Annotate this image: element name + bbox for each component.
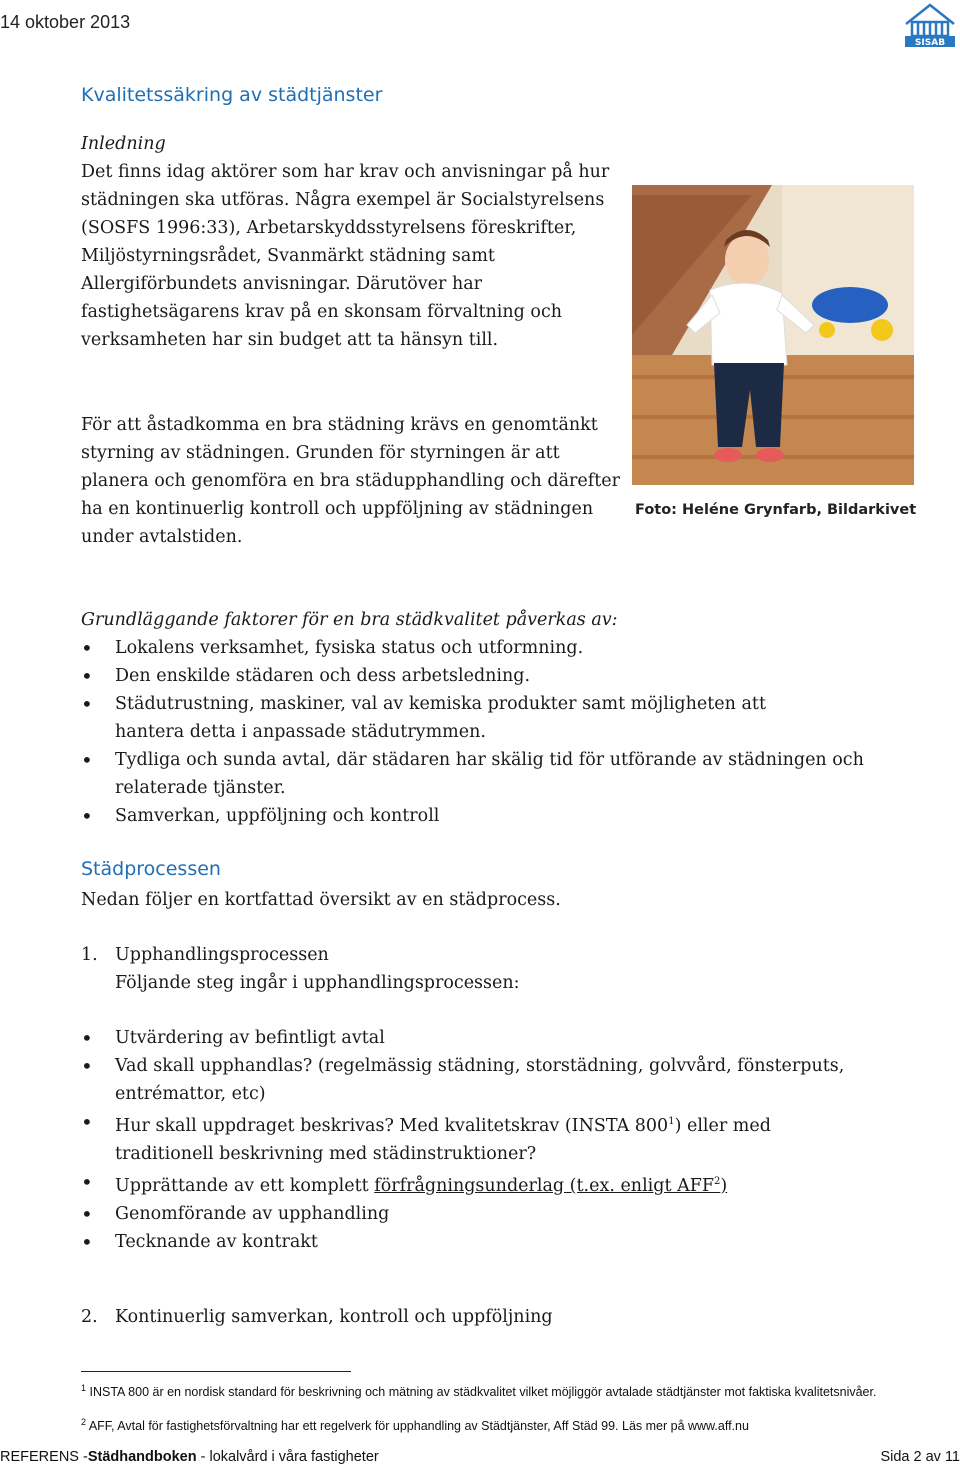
list-item: • Samverkan, uppföljning och kontroll	[81, 802, 941, 830]
process-heading: Städprocessen	[81, 858, 221, 880]
item-text-rest: ) eller med traditionell beskrivning med städinstruktioner?	[115, 1115, 771, 1164]
list-item	[81, 1168, 941, 1200]
footnote-ref-1[interactable]: 1	[668, 1116, 675, 1127]
step2-number: 2.	[81, 1307, 98, 1327]
intro-section	[81, 130, 621, 354]
list-item: • Lokalens verksamhet, fysiska status och utformning.	[81, 634, 941, 662]
list-item: • Städutrustning, maskiner, val av kemiska produkter samt möjligheten att hantera detta i anpassade städutrymmen.	[81, 690, 835, 746]
list-item: • Genomförande av upphandling	[81, 1200, 941, 1228]
factors-heading: Grundläggande faktorer för en bra städkvalitet påverkas av:	[81, 610, 618, 630]
factors-section	[81, 606, 941, 830]
footer-reference: REFERENS -Städhandboken - lokalvård i våra fastigheter	[0, 1449, 379, 1465]
list-item: • Vad skall upphandlas? (regelmässig städning, storstädning, golvvård, fönsterputs, entrémattor, etc)	[81, 1052, 915, 1108]
sisab-logo	[902, 2, 958, 48]
link-forfragningsunderlag[interactable]: förfrågningsunderlag (t.ex. enligt AFF$^2$)	[374, 1175, 728, 1196]
step1-subtitle: Följande steg ingår i upphandlingsprocessen:	[115, 973, 520, 993]
list-item: • Utvärdering av befintligt avtal	[81, 1024, 941, 1052]
item-text: Hur skall uppdraget beskrivas? Med kvalitetskrav (INSTA 800	[115, 1115, 669, 1136]
header-date: 14 oktober 2013	[0, 12, 131, 32]
footnote-2: $^2$ AFF, Avtal för fastighetsförvaltning har ett regelverk för upphandling av Städtjänster, Aff Städ 99. Läs mer på www.aff.nu	[81, 1417, 749, 1434]
footnote-1: $^1$ INSTA 800 är en nordisk standard för beskrivning och mätning av städkvalitet vilket möjliggör avtalade städtjänster mot faktiska kvalitetsnivåer.	[81, 1383, 877, 1400]
child-photo	[632, 185, 914, 485]
intro-heading: Inledning	[81, 134, 166, 154]
process-intro: Nedan följer en kortfattad översikt av en städprocess.	[81, 890, 561, 910]
step1-title: Upphandlingsprocessen	[115, 945, 329, 965]
intro-paragraph-1: Det finns idag aktörer som har krav och anvisningar på hur städningen ska utföras. Några exempel är Socialstyrelsens (SOSFS 1996:33), Arbetarskyddsstyrelsens föreskrifter, Miljöstyrningsrådet, Svanmärkt städning samt Allergiförbundets anvisningar. Därutöver har fastighetsägarens krav på en skonsam förvaltning och verksamheten har sin budget att ta hänsyn till.	[81, 162, 610, 350]
list-item	[81, 1108, 845, 1168]
footnote-divider	[81, 1371, 351, 1372]
page-number: Sida 2 av 11	[880, 1449, 960, 1465]
list-item: • Tydliga och sunda avtal, där städaren har skälig tid för utförande av städningen och relaterade tjänster.	[81, 746, 895, 802]
page-title: Kvalitetssäkring av städtjänster	[81, 84, 383, 106]
step1-number: 1.	[81, 945, 98, 965]
factors-list	[81, 634, 941, 830]
list-item: • Tecknande av kontrakt	[81, 1228, 941, 1256]
step2-title: Kontinuerlig samverkan, kontroll och uppföljning	[115, 1307, 553, 1327]
item-text: Upprättande av ett komplett	[115, 1175, 375, 1196]
intro-paragraph-2: För att åstadkomma en bra städning krävs en genomtänkt styrning av städningen. Grunden för styrningen är att planera och genomföra en bra städupphandling och därefter ha en kontinuerlig kontroll och uppföljning av städningen under avtalstiden.	[81, 415, 620, 547]
process-steps	[81, 1024, 941, 1256]
logo-text: SISAB	[914, 38, 946, 48]
photo-caption: Foto: Heléne Grynfarb, Bildarkivet	[635, 502, 917, 518]
list-item: • Den enskilde städaren och dess arbetsledning.	[81, 662, 941, 690]
